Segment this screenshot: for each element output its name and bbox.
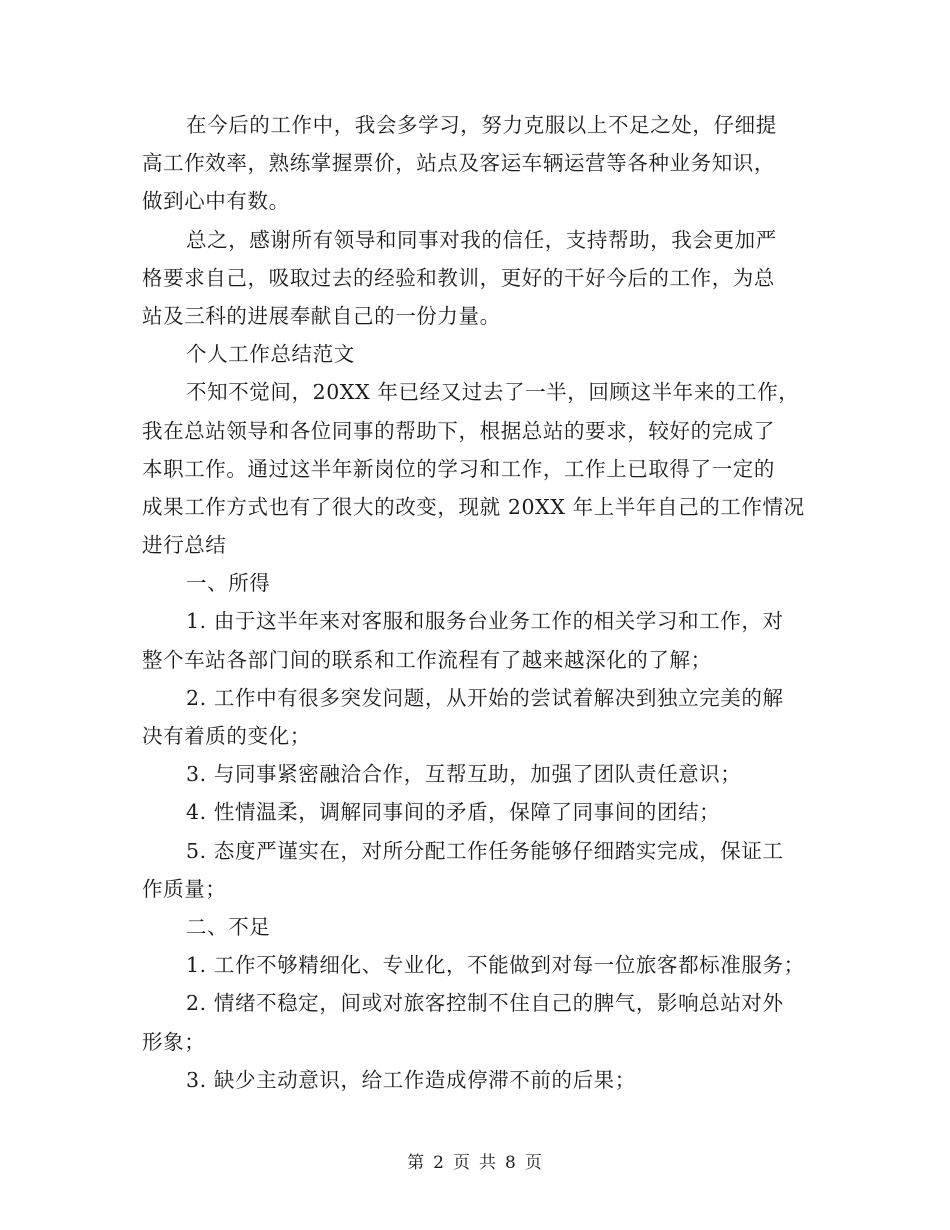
text-line: 在今后的工作中，我会多学习，努力克服以上不足之处，仔细提	[186, 113, 777, 137]
text-line: 站及三科的进展奉献自己的一份力量。	[142, 303, 501, 328]
text-line: 成果工作方式也有了很大的改变，现就 20XX 年上半年自己的工作情况	[142, 494, 805, 519]
document-body	[142, 106, 818, 1099]
list-item: 3. 与同事紧密融洽合作，互帮互助，加强了团队责任意识；	[186, 762, 742, 787]
list-item: 4. 性情温柔，调解同事间的矛盾，保障了同事间的团结；	[186, 800, 721, 825]
text-line: 整个车站各部门间的联系和工作流程有了越来越深化的了解；	[142, 647, 712, 672]
text-line: 做到心中有数。	[142, 189, 290, 214]
list-item: 1. 由于这半年来对客服和服务台业务工作的相关学习和工作，对	[186, 609, 784, 634]
text-line: 我在总站领导和各位同事的帮助下，根据总站的要求，较好的完成了	[142, 418, 775, 443]
text-line: 本职工作。通过这半年新岗位的学习和工作，工作上已取得了一定的	[142, 456, 775, 481]
text-line: 作质量；	[142, 876, 227, 901]
footer-suffix: 页	[524, 1153, 543, 1173]
list-item: 2. 工作中有很多突发问题，从开始的尝试着解决到独立完美的解	[186, 685, 784, 710]
current-page-number: 2	[433, 1153, 445, 1173]
text-line: 进行总结	[142, 533, 227, 558]
text-line: 格要求自己，吸取过去的经验和教训，更好的干好今后的工作，为总	[142, 265, 775, 290]
text-line: 形象；	[142, 1029, 206, 1054]
footer-page-label: 页	[453, 1153, 471, 1173]
subsection-heading: 一、所得	[186, 571, 271, 596]
list-item: 2. 情绪不稳定，间或对旅客控制不住自己的脾气，影响总站对外	[186, 991, 784, 1016]
list-item: 3. 缺少主动意识，给工作造成停滞不前的后果；	[186, 1067, 636, 1092]
total-pages-number: 8	[505, 1153, 517, 1173]
text-line: 高工作效率，熟练掌握票价，站点及客运车辆运营等各种业务知识，	[142, 151, 775, 176]
footer-total-label: 共	[479, 1153, 497, 1173]
text-line: 决有着质的变化；	[142, 724, 311, 748]
list-item: 5. 态度严谨实在，对所分配工作任务能够仔细踏实完成，保证工	[186, 838, 784, 863]
page-footer	[0, 1148, 950, 1173]
footer-prefix: 第	[407, 1153, 426, 1173]
subsection-heading: 二、不足	[186, 914, 271, 939]
list-item: 1. 工作不够精细化、专业化，不能做到对每一位旅客都标准服务；	[186, 953, 805, 978]
text-line: 不知不觉间，20XX 年已经又过去了一半，回顾这半年来的工作，	[186, 380, 800, 405]
text-line: 总之，感谢所有领导和同事对我的信任，支持帮助，我会更加严	[186, 227, 777, 252]
section-title: 个人工作总结范文	[186, 342, 355, 367]
